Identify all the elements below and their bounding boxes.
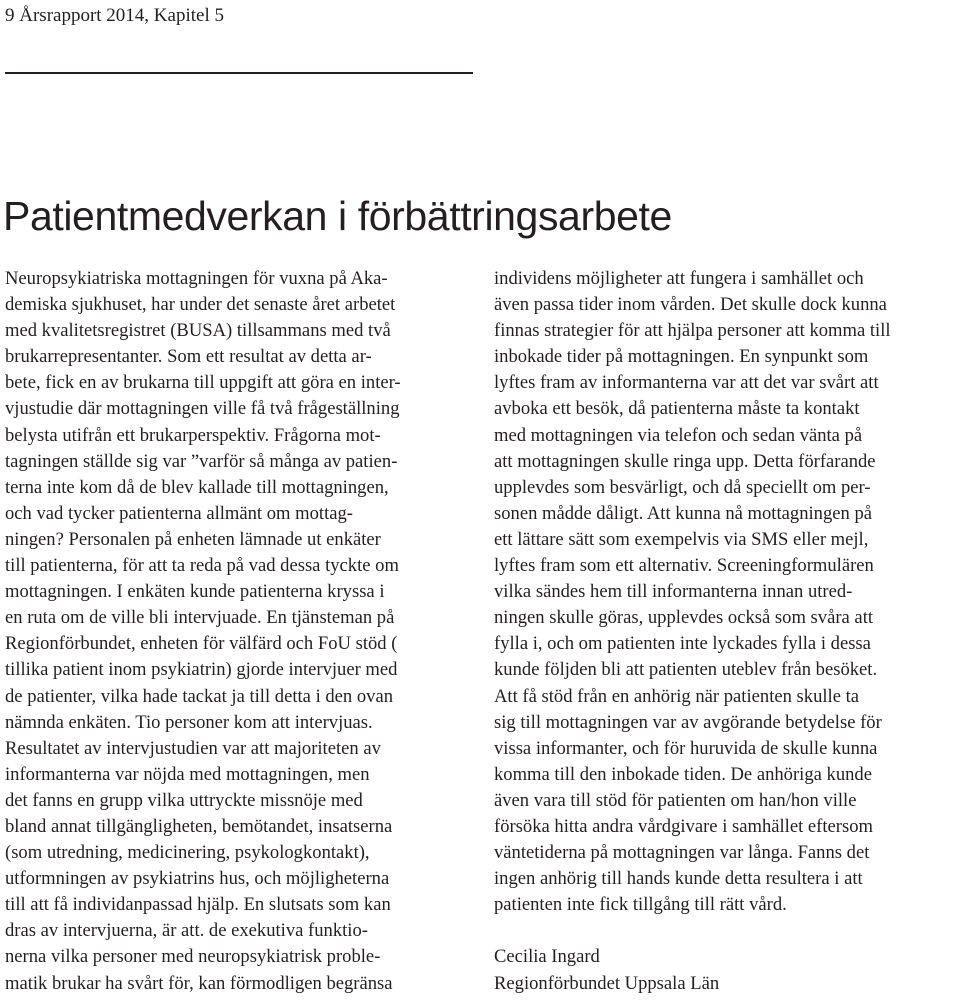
body-line: bland annat tillgängligheten, bemötandet, insatserna [5,815,393,837]
body-line: att mottagningen skulle ringa upp. Detta förfarande [494,450,876,472]
body-line: lyftes fram av informanterna var att det var svårt att [494,372,879,394]
body-line: med mottagningen via telefon och sedan vänta på [494,424,863,446]
running-head: 9 Årsrapport 2014, Kapitel 5 [5,5,224,26]
body-line: de patienter, vilka hade tackat ja till detta i den ovan [5,685,394,707]
body-line: (som utredning, medicinering, psykologkontakt), [5,842,370,864]
body-line: ingen anhörig till hands kunde detta resultera i att [494,868,863,890]
body-line: terna inte kom då de blev kallade till mottagningen, [5,476,389,498]
body-line: försöka hitta andra vårdgivare i samhället eftersom [494,815,873,837]
body-line: med kvalitetsregistret (BUSA) tillsammans med två [5,320,391,342]
body-line: komma till den inbokade tiden. De anhöriga kunde [494,763,872,785]
body-line: mottagningen. I enkäten kunde patienterna kryssa i [5,581,385,603]
body-line: till att få individanpassad hjälp. En slutsats som kan [5,894,391,916]
left-column [5,266,475,997]
body-line: fylla i, och om patienten inte lyckades fylla i dessa [494,633,871,655]
body-line: patienten inte fick tillgång till rätt vård. [494,894,787,916]
body-line: Resultatet av intervjustudien var att majoriteten av [5,737,381,759]
body-line: kunde följden bli att patienten uteblev från besöket. [494,659,878,681]
body-line: sonen mådde dåligt. Att kunna nå mottagningen på [494,502,872,524]
body-line: inbokade tider på mottagningen. En synpunkt som [494,346,869,368]
body-line: finnas strategier för att hjälpa personer att komma till [494,320,891,342]
body-line: det fanns en grupp vilka uttryckte missnöje med [5,789,363,811]
spacer [494,918,960,944]
body-line: individens möjligheter att fungera i samhället och [494,268,864,289]
body-line: vilka sändes hem till informanterna innan utred- [494,581,853,603]
body-line: lyftes fram som ett alternativ. Screeningformulären [494,555,874,577]
header-rule [5,72,473,74]
body-line: vjustudie där mottagningen ville få två frågeställning [5,398,400,420]
article-title: Patientmedverkan i förbättringsarbete [3,193,672,239]
body-line: matik brukar ha svårt för, kan förmodligen begränsa [5,972,393,994]
body-line: upplevdes som besvärligt, och då speciellt om per- [494,476,871,498]
body-line: väntetiderna på mottagningen var långa. Fanns det [494,842,870,864]
body-line: avboka ett besök, då patienterna måste ta kontakt [494,398,860,420]
signature-name: Cecilia Ingard [494,946,600,968]
body-line: även vara till stöd för patienten om han/hon ville [494,789,857,811]
body-line: demiska sjukhuset, har under det senaste året arbetet [5,294,396,316]
body-line: Neuropsykiatriska mottagningen för vuxna på Aka- [5,268,388,289]
body-line: även passa tider inom vården. Det skulle dock kunna [494,294,887,316]
body-line: nerna vilka personer med neuropsykiatrisk proble- [5,946,381,968]
body-line: dras av intervjuerna, är att. de exekutiva funktio- [5,920,368,942]
body-line: tagningen ställde sig var ”varför så många av patien- [5,450,398,472]
right-column [494,266,960,997]
body-line: ett lättare sätt som exempelvis via SMS eller mejl, [494,528,869,550]
body-line: ningen skulle göras, upplevdes också som svåra att [494,607,874,629]
body-line: till patienterna, för att ta reda på vad dessa tyckte om [5,555,399,577]
body-line: en ruta om de ville bli intervjuade. En tjänsteman på [5,607,395,629]
body-line: bete, fick en av brukarna till uppgift att göra en inter- [5,372,401,394]
body-line: belysta utifrån ett brukarperspektiv. Frågorna mot- [5,424,381,446]
body-line: Regionförbundet, enheten för välfärd och FoU stöd ( [5,633,398,655]
body-line: brukarrepresentanter. Som ett resultat av detta ar- [5,346,372,368]
signature-organization: Regionförbundet Uppsala Län [494,972,720,994]
body-line: sig till mottagningen var av avgörande betydelse för [494,711,882,733]
body-line: och vad tycker patienterna allmänt om mottag- [5,502,353,524]
body-line: informanterna var nöjda med mottagningen, men [5,763,370,785]
body-line: Att få stöd från en anhörig när patienten skulle ta [494,685,860,707]
body-line: tillika patient inom psykiatrin) gjorde intervjuer med [5,659,398,681]
body-line: utformningen av psykiatrins hus, och möjligheterna [5,868,390,890]
body-line: vissa informanter, och för huruvida de skulle kunna [494,737,878,759]
body-line: ningen? Personalen på enheten lämnade ut enkäter [5,528,381,550]
body-line: nämnda enkäten. Tio personer kom att intervjuas. [5,711,373,733]
